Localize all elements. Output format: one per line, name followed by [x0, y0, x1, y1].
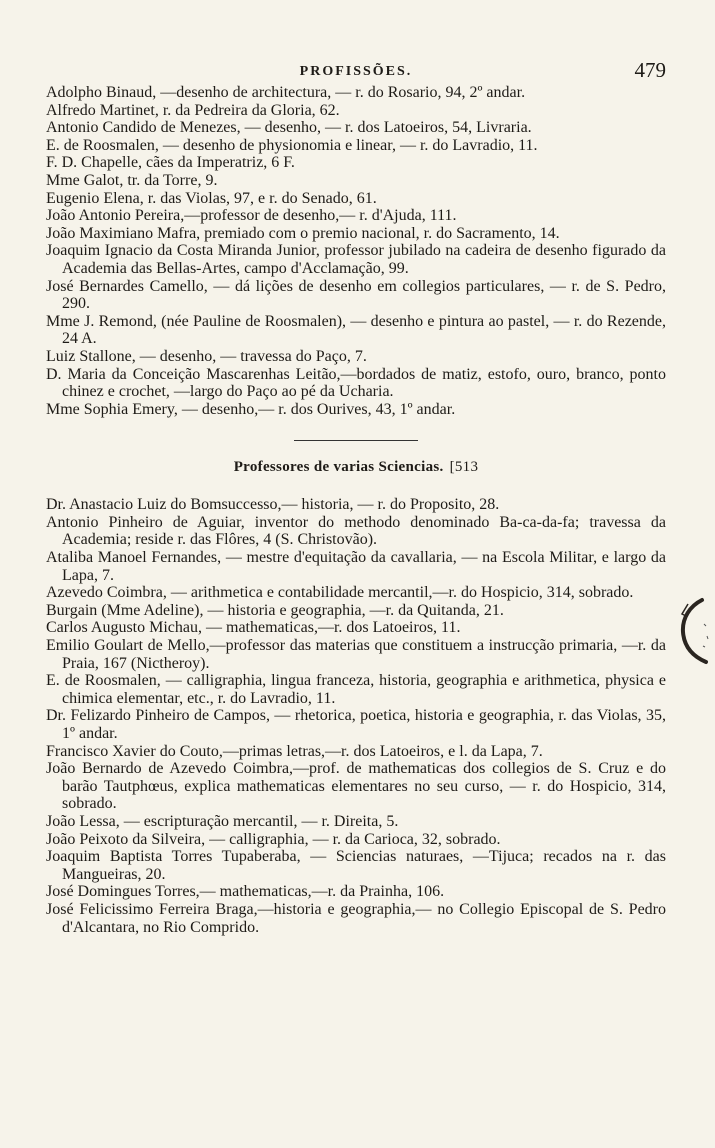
list-item: Mme J. Remond, (née Pauline de Roosmalen), — desenho e pintura ao pastel, — r. do Rezende, 24 A.: [46, 312, 666, 348]
list-item: Carlos Augusto Michau, — mathematicas,—r. dos Latoeiros, 11.: [46, 619, 461, 637]
list-item: Dr. Felizardo Pinheiro de Campos, — rhetorica, poetica, historia e geographia, r. das Violas, 35, 1º andar.: [46, 707, 666, 742]
list-item: João Peixoto da Silveira, — calligraphia, — r. da Carioca, 32, sobrado.: [46, 830, 501, 848]
list-item: José Felicissimo Ferreira Braga,—historia e geographia,— no Collegio Episcopal de S. Pedro d'Alcantara, no Rio Comprido.: [46, 900, 666, 936]
list-item: Eugenio Elena, r. das Violas, 97, e r. do Senado, 61.: [46, 189, 377, 207]
list-item: Joaquim Baptista Torres Tupaberaba, — Sciencias naturaes, —Tijuca; recados na r. das Mangueiras, 20.: [46, 848, 666, 883]
list-item: Emilio Goulart de Mello,—professor das materias que constituem a instrucção primaria, —r. da Praia, 167 (Nictheroy).: [46, 637, 666, 672]
list-item: Mme Galot, tr. da Torre, 9.: [46, 171, 218, 189]
list-item: João Maximiano Mafra, premiado com o premio nacional, r. do Sacramento, 14.: [46, 224, 560, 242]
list-item: João Antonio Pereira,—professor de desenho,— r. d'Ajuda, 111.: [46, 207, 457, 225]
section-heading: [46, 459, 666, 476]
margin-mark-icon: [676, 596, 715, 666]
list-item: E. de Roosmalen, — desenho de physionomia e linear, — r. do Lavradio, 11.: [46, 136, 538, 154]
directory-page: [46, 54, 666, 936]
section-title: Professores de varias Sciencias.: [233, 459, 444, 476]
list-item: Burgain (Mme Adeline), — historia e geographia, —r. da Quitanda, 21.: [46, 601, 504, 619]
list-item: Dr. Anastacio Luiz do Bomsuccesso,— historia, — r. do Proposito, 28.: [46, 496, 500, 514]
page-number: 479: [634, 58, 666, 82]
list-item: Antonio Candido de Menezes, — desenho, — r. dos Latoeiros, 54, Livraria.: [46, 119, 532, 137]
list-item: E. de Roosmalen, — calligraphia, lingua franceza, historia, geographia e arithmetica, physica e chimica elementar, etc., r. do Lavradio, 11.: [46, 672, 666, 707]
list-item: João Lessa, — escripturação mercantil, — r. Direita, 5.: [46, 812, 399, 830]
list-item: Mme Sophia Emery, — desenho,— r. dos Ourives, 43, 1º andar.: [46, 400, 456, 418]
list-item: Antonio Pinheiro de Aguiar, inventor do methodo denominado Ba-ca-da-fa; travessa da Academia; reside r. das Flôres, 4 (S. Christovão).: [46, 513, 666, 549]
section-reference: [513: [449, 459, 479, 476]
list-item: D. Maria da Conceição Mascarenhas Leitão,—bordados de matiz, estofo, ouro, branco, ponto chinez e crochet, —largo do Paço ao pé da Ucharia.: [46, 365, 666, 401]
drawing-teachers-list: [46, 84, 666, 418]
list-item: Azevedo Coimbra, — arithmetica e contabilidade mercantil,—r. do Hospicio, 314, sobrado.: [46, 584, 634, 602]
list-item: F. D. Chapelle, cães da Imperatriz, 6 F.: [46, 154, 295, 172]
list-item: Alfredo Martinet, r. da Pedreira da Gloria, 62.: [46, 101, 340, 119]
list-item: José Domingues Torres,— mathematicas,—r. da Prainha, 106.: [46, 883, 445, 901]
list-item: Joaquim Ignacio da Costa Miranda Junior, professor jubilado na cadeira de desenho figurado da Academia das Bellas-Artes, campo d'Acclamação, 99.: [46, 242, 666, 277]
list-item: João Bernardo de Azevedo Coimbra,—prof. de mathematicas dos collegios de S. Cruz e do barão Tautphœus, explica mathematicas elementares no seu curso, — r. do Hospicio, 314, sobrado.: [46, 760, 666, 813]
page-header: [46, 54, 666, 84]
list-item: Adolpho Binaud, —desenho de architectura, — r. do Rosario, 94, 2º andar.: [46, 84, 526, 101]
section-divider: [294, 440, 418, 441]
science-teachers-list: [46, 496, 666, 936]
list-item: Luiz Stallone, — desenho, — travessa do Paço, 7.: [46, 347, 367, 365]
list-item: Francisco Xavier do Couto,—primas letras,—r. dos Latoeiros, e l. da Lapa, 7.: [46, 742, 543, 760]
list-item: José Bernardes Camello, — dá lições de desenho em collegios particulares, — r. de S. Pedro, 290.: [46, 277, 666, 313]
running-title: PROFISSÕES.: [299, 64, 413, 79]
list-item: Ataliba Manoel Fernandes, — mestre d'equitação da cavallaria, — na Escola Militar, e largo da Lapa, 7.: [46, 549, 666, 584]
